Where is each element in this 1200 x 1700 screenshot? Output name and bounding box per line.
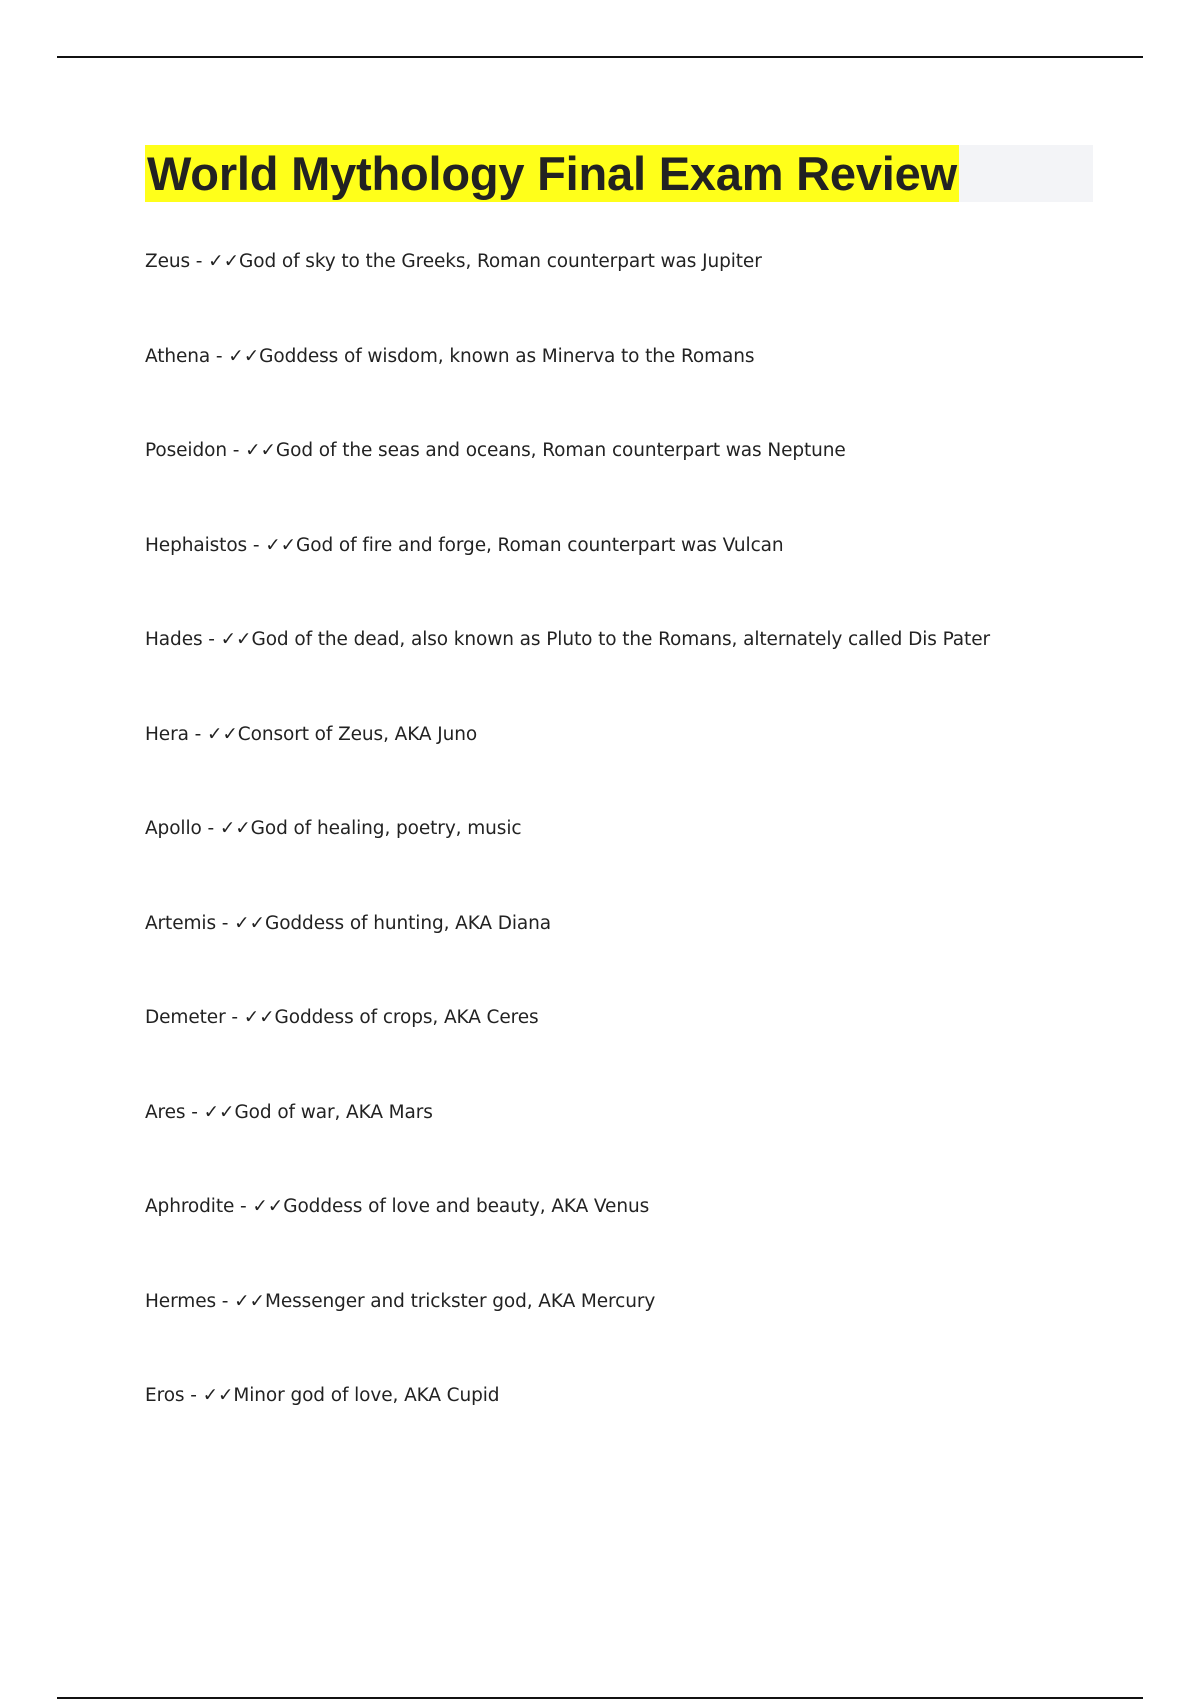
entry-term: Poseidon	[145, 440, 227, 461]
entry-definition: God of sky to the Greeks, Roman counterpart was Jupiter	[238, 251, 762, 272]
entry-term: Apollo	[145, 818, 202, 839]
entry-term: Hermes	[145, 1290, 217, 1312]
entry-list	[145, 243, 1125, 1472]
entry-definition: Consort of Zeus, AKA Juno	[237, 723, 478, 745]
entry-separator: - ✓✓	[216, 912, 265, 934]
list-item	[145, 432, 1125, 527]
entry-definition: God of healing, poetry, music	[250, 818, 522, 839]
list-item	[145, 716, 1125, 811]
list-item	[145, 905, 1125, 1000]
list-item	[145, 1377, 1125, 1472]
entry-separator: - ✓✓	[247, 534, 297, 556]
entry-separator: - ✓✓	[216, 1290, 265, 1312]
entry-term: Eros	[145, 1385, 185, 1406]
list-item	[145, 527, 1125, 622]
entry-separator: - ✓✓	[201, 818, 251, 839]
entry-term: Ares	[145, 1101, 186, 1123]
entry-definition: God of war, AKA Mars	[234, 1101, 433, 1123]
entry-definition: Goddess of hunting, AKA Diana	[264, 912, 552, 934]
entry-definition: Goddess of wisdom, known as Minerva to the Romans	[259, 345, 755, 367]
entry-separator: - ✓✓	[190, 251, 239, 272]
entry-separator: - ✓✓	[184, 1385, 234, 1406]
list-item	[145, 243, 1125, 338]
list-item	[145, 999, 1125, 1094]
entry-separator: - ✓✓	[226, 440, 276, 461]
entry-term: Aphrodite	[145, 1196, 235, 1217]
entry-separator: - ✓✓	[210, 345, 260, 367]
document-title: World Mythology Final Exam Review	[147, 147, 957, 200]
list-item	[145, 1094, 1125, 1189]
list-item	[145, 1283, 1125, 1378]
entry-definition: God of the dead, also known as Pluto to the Romans, alternately called Dis Pater	[251, 629, 990, 650]
entry-definition: Goddess of crops, AKA Ceres	[274, 1007, 539, 1028]
title-block	[145, 145, 1093, 202]
entry-term: Hephaistos	[145, 534, 248, 556]
entry-term: Hera	[145, 723, 189, 745]
entry-term: Hades	[145, 629, 203, 650]
entry-term: Zeus	[145, 251, 191, 272]
entry-definition: God of fire and forge, Roman counterpart was Vulcan	[296, 534, 784, 556]
list-item	[145, 621, 1125, 716]
list-item	[145, 810, 1125, 905]
bottom-rule	[57, 1697, 1143, 1699]
entry-term: Athena	[145, 345, 211, 367]
entry-definition: Goddess of love and beauty, AKA Venus	[283, 1196, 650, 1217]
list-item	[145, 338, 1125, 433]
entry-term: Demeter	[145, 1007, 226, 1028]
entry-definition: Minor god of love, AKA Cupid	[233, 1385, 500, 1406]
entry-term: Artemis	[145, 912, 216, 934]
entry-separator: - ✓✓	[202, 629, 252, 650]
list-item	[145, 1188, 1125, 1283]
entry-separator: - ✓✓	[188, 723, 238, 745]
entry-separator: - ✓✓	[225, 1007, 275, 1028]
top-rule	[57, 56, 1143, 58]
entry-definition: God of the seas and oceans, Roman counterpart was Neptune	[275, 440, 846, 461]
entry-definition: Messenger and trickster god, AKA Mercury	[264, 1290, 656, 1312]
entry-separator: - ✓✓	[185, 1101, 235, 1123]
entry-separator: - ✓✓	[234, 1196, 284, 1217]
